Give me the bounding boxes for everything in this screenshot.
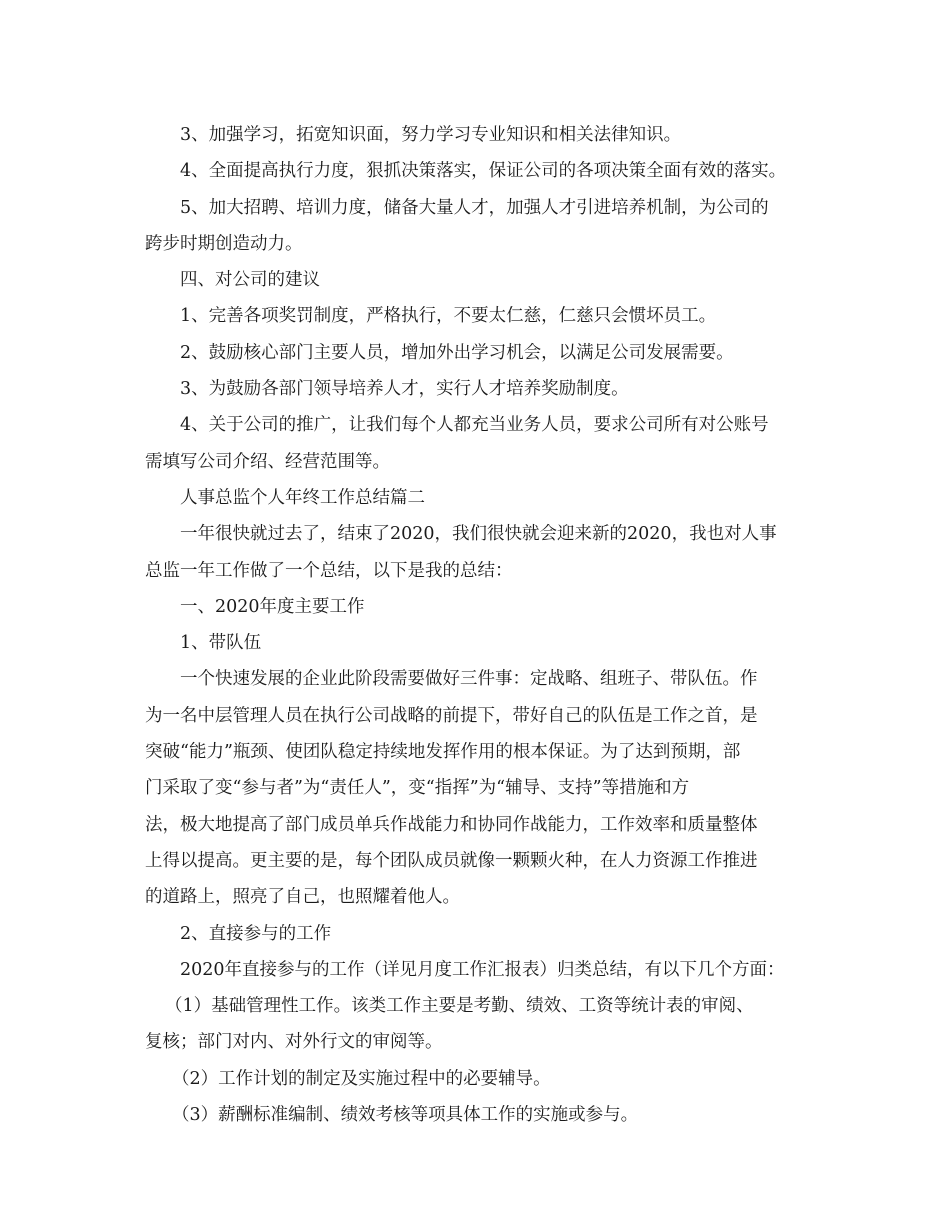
paragraph-line: 跨步时期创造动力。: [145, 233, 303, 254]
paragraph-line: 为一名中层管理人员在执行公司战略的前提下，带好自己的队伍是工作之首，是: [145, 705, 758, 726]
list-item: 3、加强学习，拓宽知识面，努力学习专业知识和相关法律知识。: [180, 125, 682, 145]
subsection-heading: 2、直接参与的工作: [180, 923, 332, 944]
paragraph-line: 一年很快就过去了，结束了2020，我们很快就会迎来新的2020，我也对人事: [180, 524, 777, 545]
document-body: [145, 117, 810, 1133]
list-item: 5、加大招聘、培训力度，储备大量人才，加强人才引进培养机制，为公司的: [180, 197, 769, 218]
paragraph-line: 突破“能力”瓶颈、使团队稳定持续地发挥作用的根本保证。为了达到预期，部: [145, 742, 741, 763]
paragraph-line: 需填写公司介绍、经营范围等。: [145, 451, 390, 472]
list-item: 1、完善各项奖罚制度，严格执行，不要太仁慈，仁慈只会惯坏员工。: [180, 306, 717, 327]
paragraph-line: 总监一年工作做了一个总结，以下是我的总结：: [145, 560, 513, 581]
paragraph-line: 上得以提高。更主要的是，每个团队成员就像一颗颗火种，在人力资源工作推进: [145, 850, 758, 871]
subsection-heading: 1、带队伍: [180, 633, 262, 654]
list-item: 2、鼓励核心部门主要人员，增加外出学习机会，以满足公司发展需要。: [180, 342, 734, 363]
paragraph-line: 门采取了变“参与者”为“责任人”，变“指挥”为“辅导、支持”等措施和方: [145, 778, 690, 799]
list-item: 4、关于公司的推广，让我们每个人都充当业务人员，要求公司所有对公账号: [180, 415, 769, 436]
list-item: 3、为鼓励各部门领导培养人才，实行人才培养奖励制度。: [180, 379, 629, 400]
paragraph-line: 一个快速发展的企业此阶段需要做好三件事：定战略、组班子、带队伍。作: [180, 669, 758, 690]
paragraph-line: 复核；部门对内、对外行文的审阅等。: [145, 1032, 443, 1053]
section-heading: 四、对公司的建议: [180, 270, 320, 291]
list-item: （3）薪酬标准编制、绩效考核等项具体工作的实施或参与。: [172, 1105, 639, 1126]
list-item: （2）工作计划的制定及实施过程中的必要辅导。: [172, 1068, 551, 1089]
article-title: 人事总监个人年终工作总结篇二: [180, 487, 425, 508]
section-heading: 一、2020年度主要工作: [180, 596, 365, 617]
paragraph-line: 2020年直接参与的工作（详见月度工作汇报表）归类总结，有以下几个方面：: [180, 959, 785, 980]
list-item: （1）基础管理性工作。该类工作主要是考勤、绩效、工资等统计表的审阅、: [165, 996, 754, 1017]
list-item: 4、全面提高执行力度，狠抓决策落实，保证公司的各项决策全面有效的落实。: [180, 161, 787, 182]
paragraph-line: 的道路上，照亮了自己，也照耀着他人。: [145, 887, 460, 908]
paragraph-line: 法，极大地提高了部门成员单兵作战能力和协同作战能力，工作效率和质量整体: [145, 814, 758, 835]
